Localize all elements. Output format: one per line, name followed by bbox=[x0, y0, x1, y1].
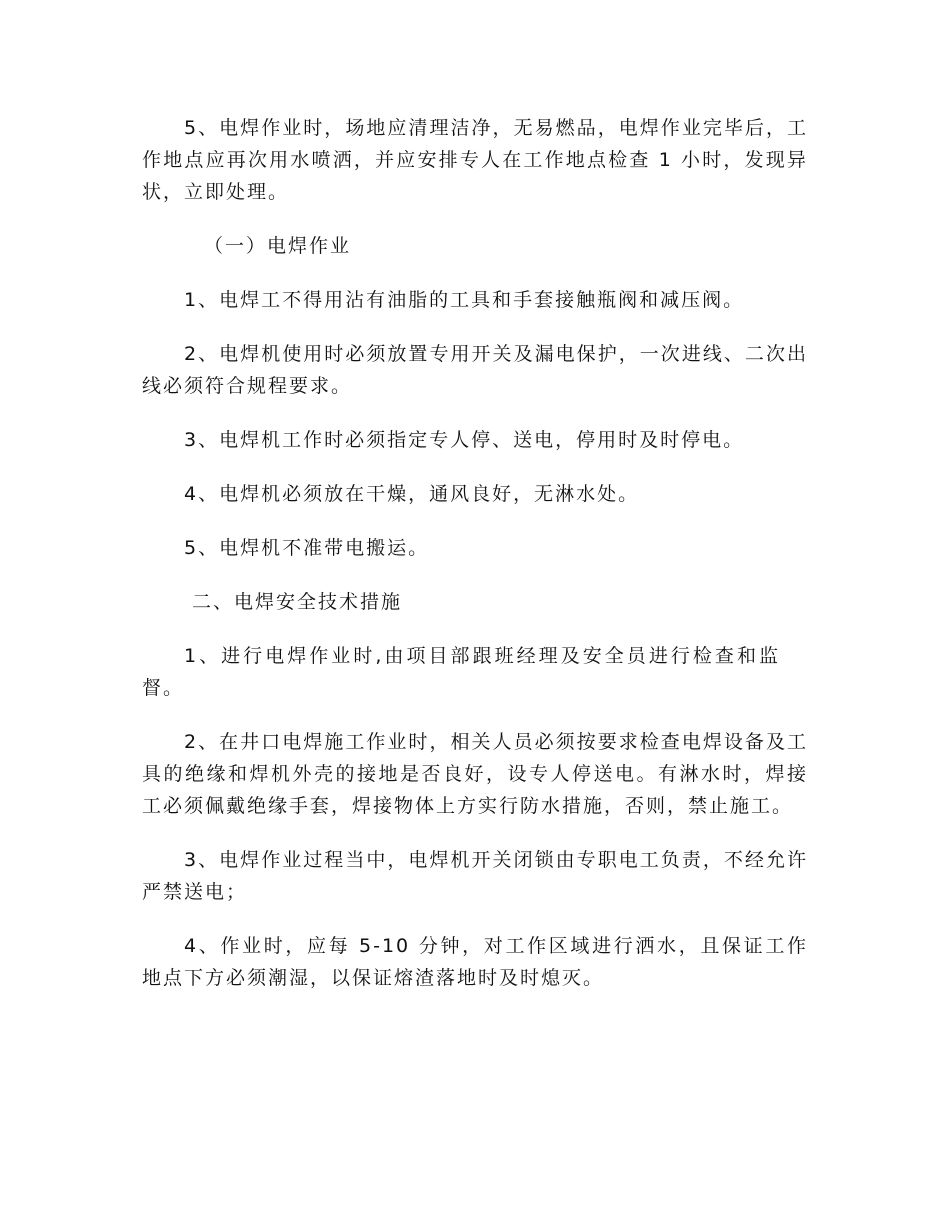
paragraph-no-live-moving: 5、电焊机不准带电搬运。 bbox=[184, 537, 430, 559]
paragraph-dry-ventilated-location: 4、电焊机必须放在干燥，通风良好，无淋水处。 bbox=[184, 483, 640, 505]
paragraph-power-control: 3、电焊机工作时必须指定专人停、送电，停用时及时停电。 bbox=[184, 429, 745, 451]
paragraph-dedicated-switch: 2、电焊机使用时必须放置专用开关及漏电保护，一次进线、二次出线必须符合规程要求。 bbox=[142, 343, 808, 397]
paragraph-switch-lockout: 3、电焊作业过程当中，电焊机开关闭锁由专职电工负责，不经允许严禁送电； bbox=[142, 849, 808, 903]
paragraph-water-spraying: 4、作业时，应每 5-10 分钟，对工作区域进行洒水，且保证工作地点下方必须潮湿，以保证熔渣落地时及时熄灭。 bbox=[142, 935, 808, 989]
paragraph-shaft-welding-checks: 2、在井口电焊施工作业时，相关人员必须按要求检查电焊设备及工具的绝缘和焊机外壳的接地是否良好，设专人停送电。有淋水时，焊接工必须佩戴绝缘手套，焊接物体上方实行防水措施，否则，禁止施工。 bbox=[142, 731, 808, 817]
section-heading-welding-work: （一）电焊作业 bbox=[204, 235, 352, 257]
paragraph-oil-free-tools: 1、电焊工不得用沾有油脂的工具和手套接触瓶阀和减压阀。 bbox=[184, 289, 745, 311]
section-heading-safety-measures: 二、电焊安全技术措施 bbox=[192, 591, 403, 613]
paragraph-inspection-supervision: 1、进行电焊作业时,由项目部跟班经理及安全员进行检查和监督。 bbox=[142, 645, 780, 699]
document-body bbox=[142, 112, 808, 994]
paragraph-welding-site-cleanup: 5、电焊作业时，场地应清理洁净，无易燃品，电焊作业完毕后，工作地点应再次用水喷洒，并应安排专人在工作地点检查 1 小时，发现异状，立即处理。 bbox=[142, 117, 808, 203]
